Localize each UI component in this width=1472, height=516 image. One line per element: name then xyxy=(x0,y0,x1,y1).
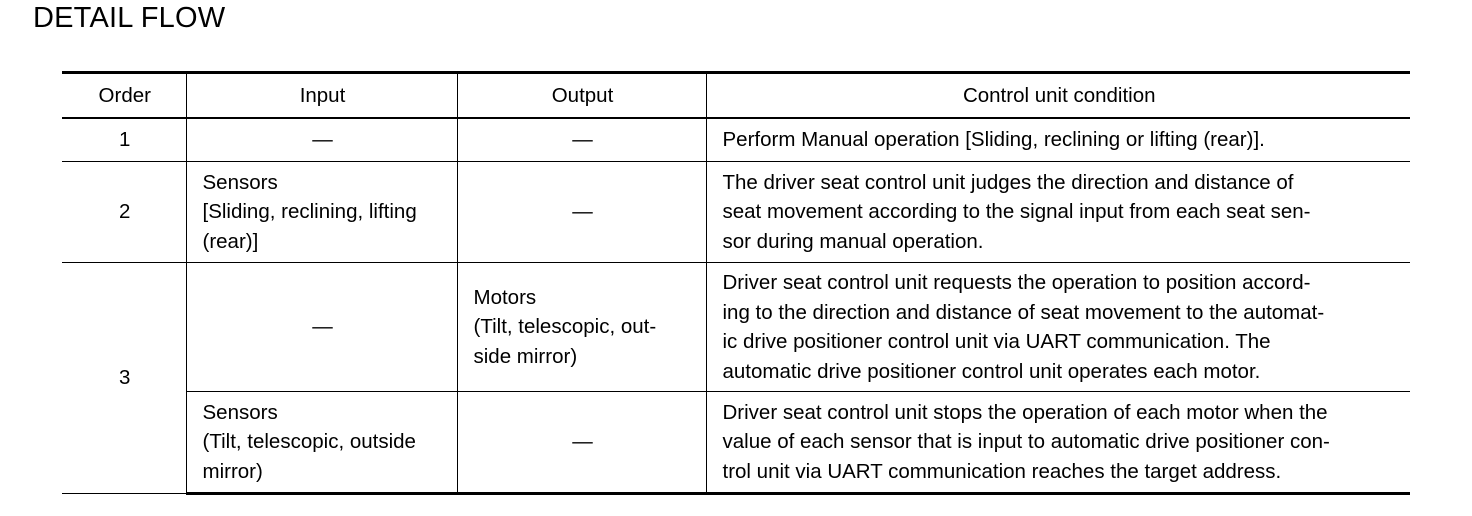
condition-line: ic drive positioner control unit via UART communication. The xyxy=(722,330,1271,353)
order-cell: 3 xyxy=(62,263,186,494)
output-line: (Tilt, telescopic, out- xyxy=(473,315,657,339)
output-cell: — xyxy=(457,162,706,263)
condition-line: automatic drive positioner control unit operates each motor. xyxy=(722,359,1261,383)
condition-line: trol unit via UART communication reaches the target address. xyxy=(722,459,1282,483)
header-output: Output xyxy=(457,73,706,119)
condition-cell xyxy=(706,162,1410,263)
input-cell xyxy=(186,392,457,494)
page-title: DETAIL FLOW xyxy=(33,2,226,34)
condition-line: ing to the direction and distance of seat movement to the automat- xyxy=(722,300,1325,324)
input-cell: — xyxy=(186,263,457,392)
input-cell xyxy=(186,162,457,263)
header-order: Order xyxy=(62,73,186,119)
table-row xyxy=(62,392,1410,494)
condition-line: seat movement according to the signal input from each seat sen- xyxy=(722,200,1311,224)
table-header-row xyxy=(62,73,1410,119)
detail-flow-table xyxy=(62,71,1410,495)
input-line: (rear)] xyxy=(202,229,259,253)
condition-line: value of each sensor that is input to automatic drive positioner con- xyxy=(722,430,1330,454)
condition-cell xyxy=(706,392,1410,494)
input-line: mirror) xyxy=(202,459,263,483)
header-condition: Control unit condition xyxy=(706,73,1410,119)
table-row xyxy=(62,118,1410,162)
table-row xyxy=(62,162,1410,263)
input-cell: — xyxy=(186,118,457,162)
output-line: side mirror) xyxy=(473,344,578,368)
output-cell xyxy=(457,263,706,392)
input-line: (Tilt, telescopic, outside xyxy=(202,430,416,454)
table-row xyxy=(62,263,1410,392)
output-cell: — xyxy=(457,392,706,494)
condition-cell: Perform Manual operation [Sliding, reclining or lifting (rear)]. xyxy=(706,118,1410,162)
condition-line: The driver seat control unit judges the direction and distance of xyxy=(722,170,1294,194)
condition-line: sor during manual operation. xyxy=(722,229,984,253)
output-cell: — xyxy=(457,118,706,162)
output-line: Motors xyxy=(473,285,537,309)
condition-line: Driver seat control unit stops the operation of each motor when the xyxy=(722,400,1328,424)
input-line: Sensors xyxy=(202,400,278,424)
condition-line: Driver seat control unit requests the operation to position accord- xyxy=(722,271,1311,294)
input-line: Sensors xyxy=(202,170,278,194)
order-cell: 1 xyxy=(62,118,186,162)
condition-cell xyxy=(706,263,1410,392)
order-cell: 2 xyxy=(62,162,186,263)
input-line: [Sliding, reclining, lifting xyxy=(202,200,417,224)
header-input: Input xyxy=(186,73,457,119)
